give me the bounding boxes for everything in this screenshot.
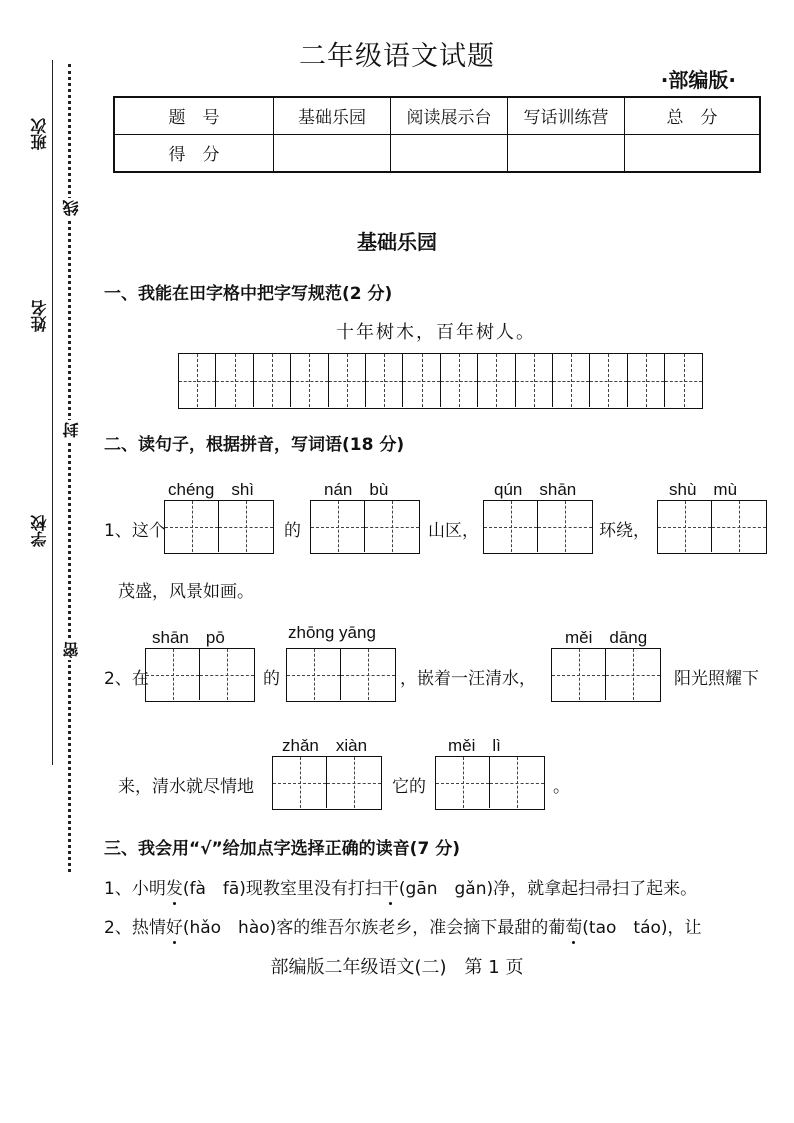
q3-l1-dotted-fa: 发 <box>165 879 183 899</box>
cut-dotted-line <box>68 64 71 872</box>
s2-prefix: 2、在 <box>104 669 149 689</box>
score-cell-reading[interactable] <box>391 134 508 172</box>
q2-title: 二、读句子，根据拼音，写词语(18 分) <box>104 435 405 455</box>
tian-cell[interactable] <box>179 354 216 407</box>
pinyin-meidang: měi dāng <box>565 628 648 647</box>
seal-char-seal: 封 <box>62 422 81 438</box>
score-cell-total[interactable] <box>625 134 761 172</box>
q3-line-1 <box>104 874 697 899</box>
q3-l1-choice-gan[interactable]: (gān gǎn)净，就拿起扫帚扫了起来。 <box>398 879 698 899</box>
q3-l2-a: 2、热情 <box>104 918 166 938</box>
score-row-label: 得 分 <box>114 134 274 172</box>
s2-text-qianzhe: ，嵌着一汪清水， <box>400 669 536 689</box>
s1-prefix: 1、这个 <box>104 521 166 541</box>
score-header-writing: 写话训练营 <box>508 97 625 134</box>
seal-char-secret: 密 <box>62 642 81 658</box>
pinyin-qunshan: qún shān <box>494 480 577 499</box>
answer-grid-nanbu[interactable] <box>310 500 420 554</box>
tian-cell[interactable] <box>329 354 366 407</box>
tian-cell[interactable] <box>403 354 440 407</box>
tian-cell[interactable] <box>553 354 590 407</box>
pinyin-meili: měi lì <box>448 736 501 755</box>
edition-label: ·部编版· <box>660 68 736 92</box>
answer-grid-meidang[interactable] <box>551 648 661 702</box>
name-label: 姓名 <box>30 300 49 332</box>
pinyin-chengshi: chéng shì <box>168 480 254 499</box>
q1-sentence: 十年树木，百年树人。 <box>336 322 536 343</box>
answer-grid-chengshi[interactable] <box>164 500 274 554</box>
score-cell-basic[interactable] <box>274 134 391 172</box>
q3-l2-dotted-hao: 好 <box>165 918 183 938</box>
answer-grid-shumu[interactable] <box>657 500 767 554</box>
s1-text-de: 的 <box>284 521 301 541</box>
tian-cell[interactable] <box>366 354 403 407</box>
answer-grid-qunshan[interactable] <box>483 500 593 554</box>
score-table <box>113 96 761 173</box>
page-footer: 部编版二年级语文(二) 第 1 页 <box>270 957 524 978</box>
q3-l1-a: 1、小明 <box>104 879 166 899</box>
tian-cell[interactable] <box>516 354 553 407</box>
pinyin-zhongyang: zhōng yāng <box>288 623 376 642</box>
answer-grid-shanpo[interactable] <box>145 648 255 702</box>
s2-text-tade: 它的 <box>392 777 426 797</box>
q3-l2-choice-tao[interactable]: (tao táo)，让 <box>582 918 702 938</box>
school-label: 学校 <box>30 515 49 547</box>
section-title: 基础乐园 <box>357 230 437 254</box>
page-title: 二年级语文试题 <box>299 41 495 72</box>
s2-text-yangguang: 阳光照耀下 <box>674 669 759 689</box>
tian-cell[interactable] <box>478 354 515 407</box>
pinyin-zhanxian: zhǎn xiàn <box>282 736 368 755</box>
s1-text-shanqu: 山区， <box>428 521 479 541</box>
score-header-item: 题 号 <box>114 97 274 134</box>
q3-l2-choice-hao[interactable]: (hǎo hào)客的维吾尔族老乡，准会摘下最甜的葡 <box>182 918 566 938</box>
score-cell-writing[interactable] <box>508 134 625 172</box>
answer-grid-zhanxian[interactable] <box>272 756 382 810</box>
class-label: 班次 <box>30 118 49 150</box>
q3-title: 三、我会用“√”给加点字选择正确的读音(7 分) <box>104 839 460 859</box>
tian-cell[interactable] <box>216 354 253 407</box>
tian-cell[interactable] <box>665 354 702 407</box>
tian-cell[interactable] <box>291 354 328 407</box>
q1-title: 一、我能在田字格中把字写规范(2 分) <box>104 284 393 304</box>
tian-cell[interactable] <box>590 354 627 407</box>
s1-text-end: 茂盛，风景如画。 <box>118 582 254 602</box>
q1-writing-grid[interactable] <box>178 353 703 409</box>
q3-l1-dotted-gan: 干 <box>381 879 399 899</box>
s1-text-huanrao: 环绕， <box>599 521 650 541</box>
q3-l2-dotted-tao: 萄 <box>565 918 583 938</box>
answer-grid-meili[interactable] <box>435 756 545 810</box>
tian-cell[interactable] <box>254 354 291 407</box>
score-header-reading: 阅读展示台 <box>391 97 508 134</box>
answer-grid-zhongyang[interactable] <box>286 648 396 702</box>
tian-cell[interactable] <box>441 354 478 407</box>
s2-text-de: 的 <box>263 669 280 689</box>
pinyin-shanpo: shān pō <box>152 628 225 647</box>
s2-text-lai: 来，清水就尽情地 <box>118 777 254 797</box>
q3-line-2 <box>104 913 702 938</box>
score-header-basic: 基础乐园 <box>274 97 391 134</box>
pinyin-nanbu: nán bù <box>324 480 389 499</box>
tian-cell[interactable] <box>628 354 665 407</box>
pinyin-shumu: shù mù <box>669 480 738 499</box>
binding-line <box>52 60 53 765</box>
s2-text-period: 。 <box>553 777 570 797</box>
q3-l1-choice-fa[interactable]: (fà fā)现教室里没有打扫 <box>182 879 382 899</box>
seal-char-line: 线 <box>62 200 81 216</box>
score-header-total: 总 分 <box>625 97 761 134</box>
